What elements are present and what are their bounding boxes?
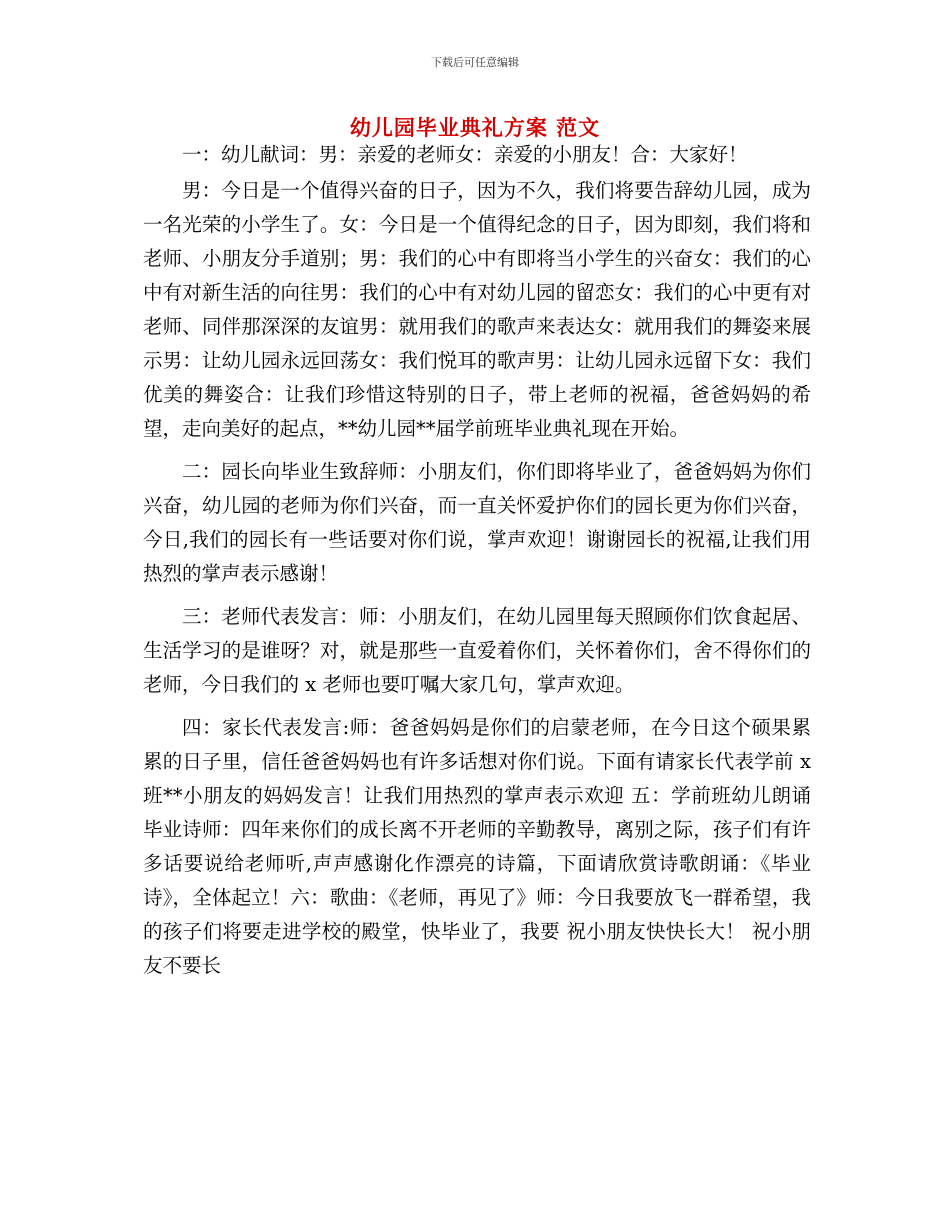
paragraph-opening-greeting: 一：幼儿献词：男：亲爱的老师女：亲爱的小朋友！合：大家好！ — [182, 143, 748, 166]
paragraph-children-dedication: 男：今日是一个值得兴奋的日子，因为不久，我们将要告辞幼儿园，成为一名光荣的小学生了。女：今日是一个值得纪念的日子，因为即刻，我们将和老师、小朋友分手道别；男：我们的心中有即将当小学生的兴奋女：我们的心中有对新生活的向往男：我们的心中有对幼儿园的留恋女：我们的心中更有对老师、同伴那深深的友谊男：就用我们的歌声来表达女：就用我们的舞姿来展示男：让幼儿园永远回荡女：我们悦耳的歌声男：让幼儿园永远留下女：我们优美的舞姿合：让我们珍惜这特别的日子，带上老师的祝福，爸爸妈妈的希望，走向美好的起点，**幼儿园**届学前班毕业典礼现在开始。 — [143, 179, 811, 440]
header-note: 下载后可任意编辑 — [431, 56, 519, 69]
paragraph-teacher-speech: 三：老师代表发言：师：小朋友们，在幼儿园里每天照顾你们饮食起居、生活学习的是谁呀？对，就是那些一直爱着你们，关怀着你们，舍不得你们的老师，今日我们的 x 老师也要叮嘱大家几句，掌声欢迎。 — [143, 605, 811, 696]
paragraph-parent-speech: 四：家长代表发言:师：爸爸妈妈是你们的启蒙老师，在今日这个硕果累累的日子里，信任爸爸妈妈也有许多话想对你们说。下面有请家长代表学前 x 班**小朋友的妈妈发言！让我们用热烈的掌声表示欢迎 五：学前班幼儿朗诵毕业诗师：四年来你们的成长离不开老师的辛勤教导，离别之际，孩子们有许多话要说给老师听,声声感谢化作漂亮的诗篇，下面请欣赏诗歌朗诵：《毕业诗》，全体起立！六：歌曲：《老师，再见了》师：今日我要放飞一群希望，我的孩子们将要走进学校的殿堂，快毕业了，我要 祝小朋友快快长大！ 祝小朋友不要长 — [143, 716, 811, 977]
document-title: 幼儿园毕业典礼方案 范文 — [349, 115, 601, 140]
document-body — [143, 140, 811, 983]
paragraph-principal-speech: 二：园长向毕业生致辞师：小朋友们，你们即将毕业了，爸爸妈妈为你们兴奋，幼儿园的老师为你们兴奋，而一直关怀爱护你们的园长更为你们兴奋，今日,我们的园长有一些话要对你们说，掌声欢迎！谢谢园长的祝福,让我们用热烈的掌声表示感谢！ — [143, 460, 811, 585]
